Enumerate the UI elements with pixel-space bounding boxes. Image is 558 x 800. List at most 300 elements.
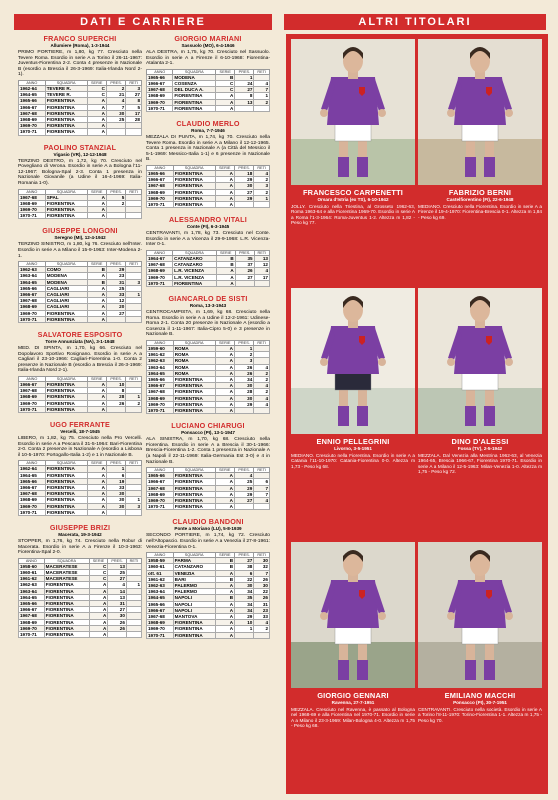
table-cell: 12 [106, 298, 125, 304]
player-card [291, 288, 415, 469]
player-bio: MEZZALA DI PUNTA, m 1,74, kg 70. Cresciuto nella Tevere Roma. Esordio in serie A a Milano il 12-12-1965. Conta 1 presenza in Nazionale A (a Città del Messico il 5-1-1969: Messico-Italia 1-1) e 6 presenze in Nazionale B. [146, 135, 270, 163]
table-cell: A [215, 183, 234, 189]
table-cell: FIORENTINA [173, 497, 215, 503]
column-header: SQUADRA [173, 340, 215, 345]
table-cell: 1966-67 [147, 383, 174, 389]
table-cell: 26 [234, 364, 253, 370]
column-header: PRES. [106, 461, 125, 466]
player-entry [146, 421, 270, 510]
player-jersey [327, 326, 379, 374]
table-cell: 27 [108, 576, 127, 582]
table-cell: B [215, 576, 234, 582]
table-cell: 1962-63 [19, 582, 45, 588]
table-cell: FIORENTINA [45, 104, 87, 110]
table-cell: 1 [126, 394, 142, 400]
career-table [146, 340, 270, 414]
table-cell: A [87, 310, 106, 316]
table-cell: 1965-66 [19, 98, 46, 104]
table-cell: 18 [234, 170, 253, 176]
table-cell: 1967-68 [147, 183, 174, 189]
table-cell: 1969-70 [19, 400, 46, 406]
column-header: SQUADRA [173, 553, 215, 558]
table-cell: 1963-64 [147, 364, 174, 370]
column-header: RETI [126, 376, 142, 381]
photo-frame [418, 288, 542, 434]
table-cell: C [87, 92, 106, 98]
table-cell: A [87, 104, 106, 110]
table-cell: 1961-62 [147, 576, 174, 582]
column-header: SERIE [87, 189, 106, 194]
table-cell: FIORENTINA [45, 484, 87, 490]
table-cell: A [215, 601, 234, 607]
table-cell: A [89, 613, 108, 619]
table-cell: 1969-70 [19, 503, 46, 509]
table-cell: 4 [254, 364, 270, 370]
player-name: FRANCO SUPERCHI [43, 34, 117, 43]
table-cell: FIORENTINA [44, 588, 89, 594]
table-cell: 1968-69 [19, 497, 46, 503]
table-cell: A [215, 376, 234, 382]
table-cell: A [89, 607, 108, 613]
player-bio: CENTRAVANTI, m 1,78, kg 73. Cresciuto nel Conte. Esordio in serie A a Vicenza il 29-9-1968: L.R. Vicenza-Inter 0-1. [146, 231, 270, 248]
header-dati-e-carriere: DATI E CARRIERE [14, 14, 272, 30]
table-cell: 1962-64 [19, 466, 46, 472]
table-cell [254, 105, 270, 111]
table-cell: 5 [126, 104, 142, 110]
table-cell: B [87, 279, 106, 285]
table-cell: 1964-65 [19, 279, 46, 285]
table-cell: 4 [254, 170, 270, 176]
table-cell: A [215, 613, 234, 619]
table-cell: 1 [126, 582, 141, 588]
table-cell: 1969-70 [147, 195, 174, 201]
player-entry [18, 34, 142, 136]
table-cell: 2 [254, 189, 270, 195]
table-cell: FIORENTINA [173, 504, 215, 510]
table-cell: B [215, 558, 234, 564]
table-cell [108, 631, 127, 637]
table-cell: FIORENTINA [45, 310, 87, 316]
table-cell: 3 [126, 503, 142, 509]
column-header: SERIE [215, 340, 234, 345]
column-header: PRES. [106, 376, 125, 381]
table-cell: 27 [106, 310, 125, 316]
table-cell: TEVERE R. [45, 92, 87, 98]
player-name: SALVATORE ESPOSITO [37, 329, 123, 339]
table-cell: 1969-70 [147, 274, 173, 280]
table-cell: 1967-68 [19, 491, 46, 497]
column-header: RETI [254, 250, 269, 255]
player-name: GIORGIO GENNARI [317, 691, 389, 700]
career-table [18, 460, 142, 516]
table-cell: 1967-68 [19, 388, 46, 394]
table-cell: FIORENTINA [45, 110, 87, 116]
table-cell: A [87, 304, 106, 310]
table-cell: 13 [108, 594, 127, 600]
player-bio: ALA SINISTRA, m 1,70, kg 68. Cresciuto nella Fiorentina. Esordio in serie A a Brescia il 30-1-1966: Brescia-Fiorentina 1-2. Conta 1 presenza in Nazionale A (a Napoli il 22-11-1969: Italia-Germania Est 3-0) e 4 in Nazionale B. [146, 437, 270, 465]
column-header: RETI [126, 189, 142, 194]
column-header: RETI [126, 461, 142, 466]
table-cell: FIORENTINA [45, 466, 87, 472]
table-cell: 35 [235, 255, 254, 261]
table-cell: A [216, 105, 235, 111]
table-cell: 1970-71 [147, 407, 174, 413]
table-cell: A [87, 129, 106, 135]
table-cell: A [215, 201, 234, 207]
table-cell: A [87, 497, 106, 503]
table-cell: 1 [235, 74, 254, 80]
table-cell: C [89, 563, 108, 569]
table-cell: 28 [126, 116, 142, 122]
table-cell: 29 [234, 485, 253, 491]
table-cell: 1967-68 [147, 613, 174, 619]
photo-section [286, 34, 548, 794]
player-name: ENNIO PELLEGRINI [316, 437, 390, 446]
column-header: PRES. [106, 80, 125, 85]
table-cell: 7 [106, 104, 125, 110]
table-cell: A [216, 93, 235, 99]
player-photo [291, 288, 415, 434]
player-bio: TERZINO DESTRO, m 1,72, kg 70. Cresciuto nel Povegliano di Verona. Esordio in serie A a Bologna l'11-12-1967: Bologna-Spal 2-3. Conta 1 presenza in Nazionale Giovanile (a Udine il 16-4-1969: Italia-Romania 1-0). [18, 158, 142, 186]
table-cell: A [87, 503, 106, 509]
player-name: GIANCARLO DE SISTI [168, 293, 248, 303]
player-right-sock [484, 157, 495, 177]
table-cell: 1970-71 [147, 504, 174, 510]
table-cell: A [87, 400, 106, 406]
table-cell: 1964-65 [19, 594, 45, 600]
column-header: SQUADRA [45, 461, 87, 466]
table-cell: 26 [234, 370, 253, 376]
table-cell: L.R. VICENZA [173, 274, 217, 280]
table-cell: B [215, 595, 234, 601]
table-cell: MODENA [173, 74, 216, 80]
column-header: RETI [254, 165, 270, 170]
table-cell: A [215, 589, 234, 595]
player-name: PAOLINO STANZIAL [43, 142, 117, 152]
player-left-sock [465, 157, 476, 177]
table-cell: A [216, 274, 235, 280]
table-cell [126, 129, 142, 135]
player-left-hand [320, 109, 328, 117]
table-cell [254, 504, 270, 510]
table-cell: 1 [106, 466, 125, 472]
table-cell: FIORENTINA [44, 631, 89, 637]
column-header: ANNO [19, 80, 46, 85]
career-table [146, 69, 270, 112]
table-cell: MACERATESE [44, 563, 89, 569]
table-cell: FIORENTINA [44, 600, 89, 606]
table-cell: 1969-70 [19, 123, 46, 129]
table-cell: 1968-69 [19, 116, 46, 122]
table-cell: FIORENTINA [173, 280, 217, 286]
player-entry [18, 143, 142, 220]
table-cell: 1966-67 [147, 479, 174, 485]
table-cell: 29 [106, 267, 125, 273]
table-cell: A [215, 395, 234, 401]
table-cell: 30 [106, 110, 125, 116]
table-cell: 1 [234, 345, 253, 351]
table-cell: 7 [254, 570, 270, 576]
table-cell: A [215, 189, 234, 195]
player-left-hand [320, 612, 328, 620]
table-cell: 1962-63 [147, 358, 174, 364]
table-cell: 1969-70 [147, 626, 174, 632]
table-cell: 13 [108, 563, 127, 569]
table-cell: FIORENTINA [45, 394, 87, 400]
column-left [18, 34, 142, 645]
player-right-hand [378, 358, 386, 366]
table-cell: 1968-69 [19, 304, 46, 310]
table-cell: 20 [106, 304, 125, 310]
career-table [18, 376, 142, 413]
table-cell: 27 [235, 87, 254, 93]
table-cell: 10 [235, 620, 254, 626]
table-cell: 1958-59 [147, 558, 174, 564]
table-cell: FIORENTINA [173, 376, 215, 382]
table-cell: FIORENTINA [173, 479, 215, 485]
table-cell: 1962-64 [19, 85, 46, 91]
table-cell: 25 [108, 569, 127, 575]
column-header: RETI [254, 340, 270, 345]
table-cell: 29 [234, 401, 253, 407]
table-cell: FIORENTINA [173, 395, 215, 401]
table-cell: A [216, 280, 235, 286]
table-cell [234, 201, 253, 207]
table-cell: A [215, 473, 234, 479]
table-cell: ROMA [173, 345, 215, 351]
table-cell: 29 [234, 491, 253, 497]
table-cell: 4 [254, 401, 270, 407]
table-cell: 8 [126, 98, 142, 104]
player-entry [146, 517, 270, 638]
table-cell: FIORENTINA [173, 183, 215, 189]
table-cell: FIORENTINA [45, 503, 87, 509]
table-cell: 26 [108, 625, 127, 631]
table-cell: 27 [234, 189, 253, 195]
player-photo [418, 288, 542, 434]
table-cell: 4 [254, 80, 270, 86]
table-cell: 1968-69 [147, 268, 173, 274]
table-cell: 1965-66 [19, 600, 45, 606]
table-cell: 24 [235, 80, 254, 86]
table-cell: 2 [106, 200, 125, 206]
table-cell: FIORENTINA [173, 195, 215, 201]
table-cell: 2 [254, 376, 270, 382]
table-cell: NAPOLI [173, 607, 215, 613]
table-cell: 1961-62 [19, 576, 45, 582]
table-cell: 1964-65 [19, 92, 46, 98]
table-cell: 1965-66 [147, 74, 173, 80]
table-cell: 28 [106, 394, 125, 400]
table-cell: 27 [126, 92, 142, 98]
player-name: GIUSEPPE LONGONI [42, 226, 118, 236]
table-row [147, 504, 270, 510]
table-cell: 1970-71 [19, 631, 45, 637]
player-birth: Roma, 13-3-1943 [189, 302, 227, 308]
table-cell: FIORENTINA [45, 200, 87, 206]
table-cell [235, 632, 254, 638]
player-bio: MEDIANO. Cresciuto nella Fiorentina. Esordio in serie A a Firenze il 19-4-1970: Fiorentina-Brescia 0-1. Altezza m 1,84 - Peso kg 69. [418, 204, 542, 220]
table-cell: FIORENTINA [173, 177, 215, 183]
table-cell: 1970-71 [147, 201, 174, 207]
table-cell: A [87, 116, 106, 122]
table-cell: 1969-70 [147, 497, 174, 503]
player-photo [291, 39, 415, 185]
column-header: RETI [126, 80, 142, 85]
table-cell: 19 [106, 478, 125, 484]
table-cell: 1967-68 [19, 194, 46, 200]
table-cell: 27 [108, 607, 127, 613]
table-cell: FIORENTINA [173, 105, 216, 111]
table-cell: A [215, 497, 234, 503]
table-cell: FIORENTINA [45, 98, 87, 104]
table-cell: 1970-71 [19, 509, 46, 515]
table-cell: 2 [126, 400, 142, 406]
table-cell: FIORENTINA [45, 213, 87, 219]
table-cell [254, 407, 270, 413]
table-cell: MODENA [45, 273, 87, 279]
player-entry [146, 34, 270, 112]
column-header: RETI [126, 262, 142, 267]
table-cell: 4 [108, 582, 127, 588]
table-cell: FIORENTINA [45, 509, 87, 515]
table-cell: 1962-63 [147, 582, 174, 588]
table-cell: A [215, 370, 234, 376]
table-cell: A [216, 268, 235, 274]
table-cell: 1967-68 [19, 613, 45, 619]
column-header: ANNO [19, 262, 46, 267]
player-name: DINO D'ALESSI [451, 437, 509, 446]
table-cell: 7 [254, 491, 270, 497]
table-cell: 32 [254, 564, 270, 570]
table-cell: 1970-71 [19, 213, 46, 219]
table-cell: 1968-69 [147, 189, 174, 195]
table-cell: A [89, 588, 108, 594]
photo-frame [291, 288, 415, 434]
player-birth: Macerata, 19-3-1942 [58, 531, 102, 537]
table-cell: 22 [254, 589, 270, 595]
table-cell: 1970-71 [19, 129, 46, 135]
table-cell: ROMA [173, 352, 215, 358]
player-birth: Ponsacco (PI), 13-1-1947 [181, 430, 235, 436]
table-cell [126, 213, 142, 219]
table-cell: 2 [254, 370, 270, 376]
table-cell: 30 [106, 491, 125, 497]
table-cell: FIORENTINA [45, 478, 87, 484]
table-cell [235, 280, 254, 286]
table-cell: 27 [234, 497, 253, 503]
player-left-sock [465, 660, 476, 680]
column-header: RETI [126, 558, 141, 563]
player-entry [18, 330, 142, 413]
table-cell: 2 [234, 352, 253, 358]
table-cell [106, 406, 125, 412]
player-birth: Conte (FI), 6-3-1945 [186, 224, 230, 230]
table-cell: A [87, 273, 106, 279]
column-header: ANNO [147, 340, 174, 345]
table-cell: FIORENTINA [44, 582, 89, 588]
table-cell: 1969-70 [19, 206, 46, 212]
table-cell: FIORENTINA [173, 170, 215, 176]
table-cell: 29 [235, 613, 254, 619]
table-cell: 25 [106, 116, 125, 122]
table-cell: FIORENTINA [173, 491, 215, 497]
table-cell: 1966-67 [19, 607, 45, 613]
player-card [291, 39, 415, 226]
table-cell: FIORENTINA [173, 201, 215, 207]
photo-ground [418, 388, 542, 434]
column-header: SQUADRA [45, 189, 87, 194]
table-cell: 1964-65 [147, 595, 174, 601]
table-row [19, 631, 142, 637]
table-cell: 7 [254, 87, 270, 93]
table-cell: 1961-62 [147, 352, 174, 358]
table-cell: FIORENTINA [173, 401, 215, 407]
table-cell: CATANZARO [173, 564, 215, 570]
table-cell: A [87, 213, 106, 219]
table-cell [106, 316, 125, 322]
table-cell: A [89, 631, 108, 637]
career-table [146, 250, 270, 287]
table-cell: 2 [254, 99, 270, 105]
player-name: UGO FERRANTE [50, 419, 110, 429]
table-cell: 2 [254, 626, 270, 632]
player-right-hand [505, 358, 513, 366]
column-header: SERIE [87, 376, 106, 381]
player-name: FRANCESCO CARPENETTI [302, 188, 404, 197]
table-cell: FIORENTINA [44, 594, 89, 600]
player-birth: Ravenna, 27-7-1951 [331, 700, 375, 705]
table-cell: 1964-65 [147, 370, 174, 376]
player-jersey [454, 77, 506, 125]
column-header: PRES. [235, 553, 254, 558]
player-right-sock [484, 406, 495, 426]
column-header: SERIE [89, 558, 108, 563]
player-left-hand [447, 109, 455, 117]
player-name: FABRIZIO BERNI [448, 188, 512, 197]
table-cell: FIORENTINA [45, 316, 87, 322]
table-cell: 1967-68 [19, 298, 46, 304]
column-header: SERIE [215, 468, 234, 473]
table-cell [126, 509, 142, 515]
table-row [19, 509, 142, 515]
table-cell: 1958-60 [19, 563, 45, 569]
table-cell: 1968-69 [147, 395, 174, 401]
table-cell: 29 [234, 195, 253, 201]
player-bio: CENTRAVANTI. Cresciuto nella società. Esordio in serie A a Torino l'8-11-1970: Torino-Fiorentina 1-1. Altezza m 1,75 - Peso kg 70. [418, 707, 542, 723]
table-cell: BARI [173, 576, 215, 582]
table-cell: A [87, 466, 106, 472]
column-header: ANNO [19, 461, 46, 466]
column-header: RETI [254, 468, 270, 473]
table-cell: TEVERE R. [45, 85, 87, 91]
table-cell: FIORENTINA [45, 388, 87, 394]
table-cell: 10 [106, 381, 125, 387]
table-cell: 29 [234, 177, 253, 183]
table-cell: 1966-67 [19, 381, 46, 387]
table-cell: A [87, 509, 106, 515]
player-right-sock [357, 660, 368, 680]
table-row [19, 316, 142, 322]
table-row [19, 129, 142, 135]
player-bio: MED. DI SPINTA, m 1,70, kg 66. Cresciuto nel Dopolavoro Sportivo Rosignano. Esordio in serie A a Cagliari il 23-10-1966: Cagliari-Fiorentina 1-0. Conta 2 presenze in Nazionale B (esordio a Brescia il 26-3-1969: Italia-Irlanda Nord 2-1). [18, 345, 142, 374]
table-cell: A [215, 364, 234, 370]
table-cell: A [87, 406, 106, 412]
table-cell: 1965-66 [147, 170, 174, 176]
column-header: SQUADRA [45, 80, 87, 85]
table-cell: A [87, 285, 106, 291]
column-header: PRES. [235, 69, 254, 74]
